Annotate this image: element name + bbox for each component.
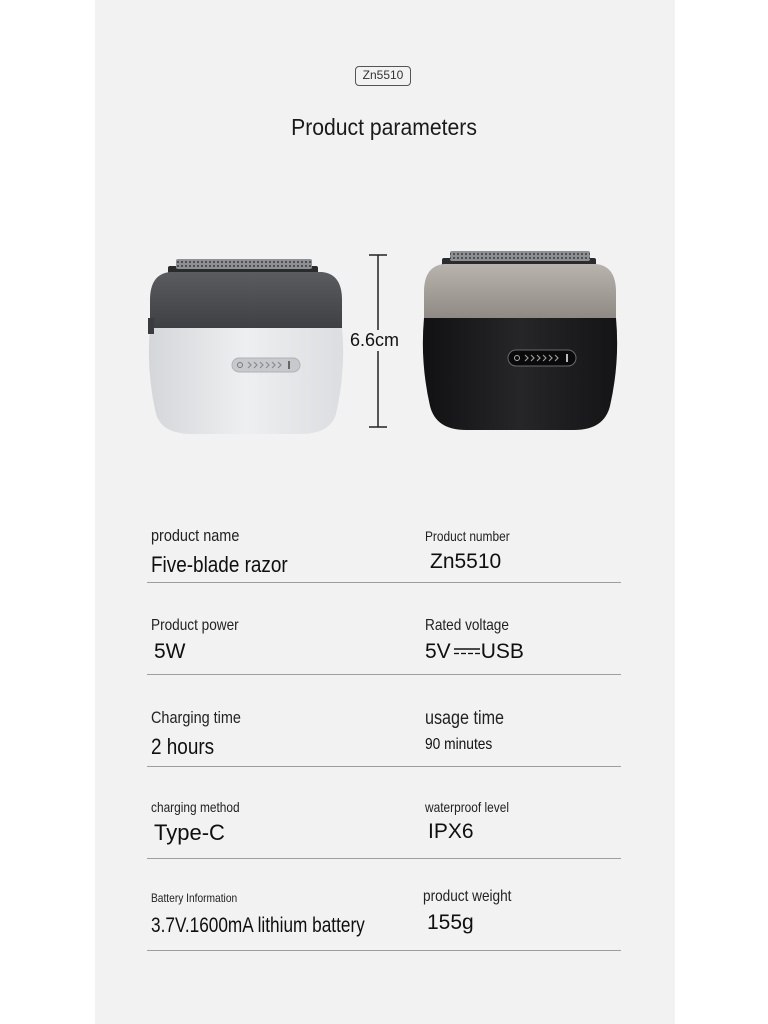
shaver-white-image [148, 259, 343, 434]
spec-label: Rated voltage [425, 617, 509, 634]
spec-row-time [147, 674, 621, 767]
page-title: Product parameters [291, 114, 477, 140]
spec-label: product name [151, 526, 240, 545]
spec-label: Product power [151, 617, 239, 634]
spec-value: 2 hours [151, 734, 215, 759]
spec-value: 3.7V.1600mA lithium battery [151, 914, 365, 937]
shaver-black-image [423, 251, 617, 430]
voltage-value: 5V [425, 640, 451, 663]
voltage-source: USB [480, 640, 524, 663]
spec-value: IPX6 [428, 820, 474, 843]
spec-row-charging [147, 766, 621, 859]
spec-label: charging method [151, 799, 240, 815]
dc-symbol-icon [454, 647, 480, 655]
spec-label: waterproof level [425, 799, 510, 815]
spec-value: 5W [154, 640, 186, 663]
product-illustration [0, 0, 768, 470]
spec-row-power [147, 582, 621, 675]
spec-label: Battery Information [151, 891, 238, 905]
dimension-label: 6.6cm [350, 330, 400, 350]
spec-row-battery [147, 858, 621, 951]
spec-row-name [147, 490, 621, 583]
spec-label: product weight [423, 888, 512, 905]
spec-value: Five-blade razor [151, 552, 288, 577]
spec-value: 90 minutes [425, 736, 493, 753]
spec-label: usage time [425, 708, 505, 729]
spec-value-voltage [425, 640, 524, 664]
spec-value: Type-C [154, 820, 225, 845]
spec-label: Product number [425, 528, 510, 544]
spec-value: 155g [427, 911, 474, 934]
spec-label: Charging time [151, 708, 241, 727]
model-badge: Zn5510 [355, 66, 411, 86]
spec-value: Zn5510 [430, 550, 502, 573]
